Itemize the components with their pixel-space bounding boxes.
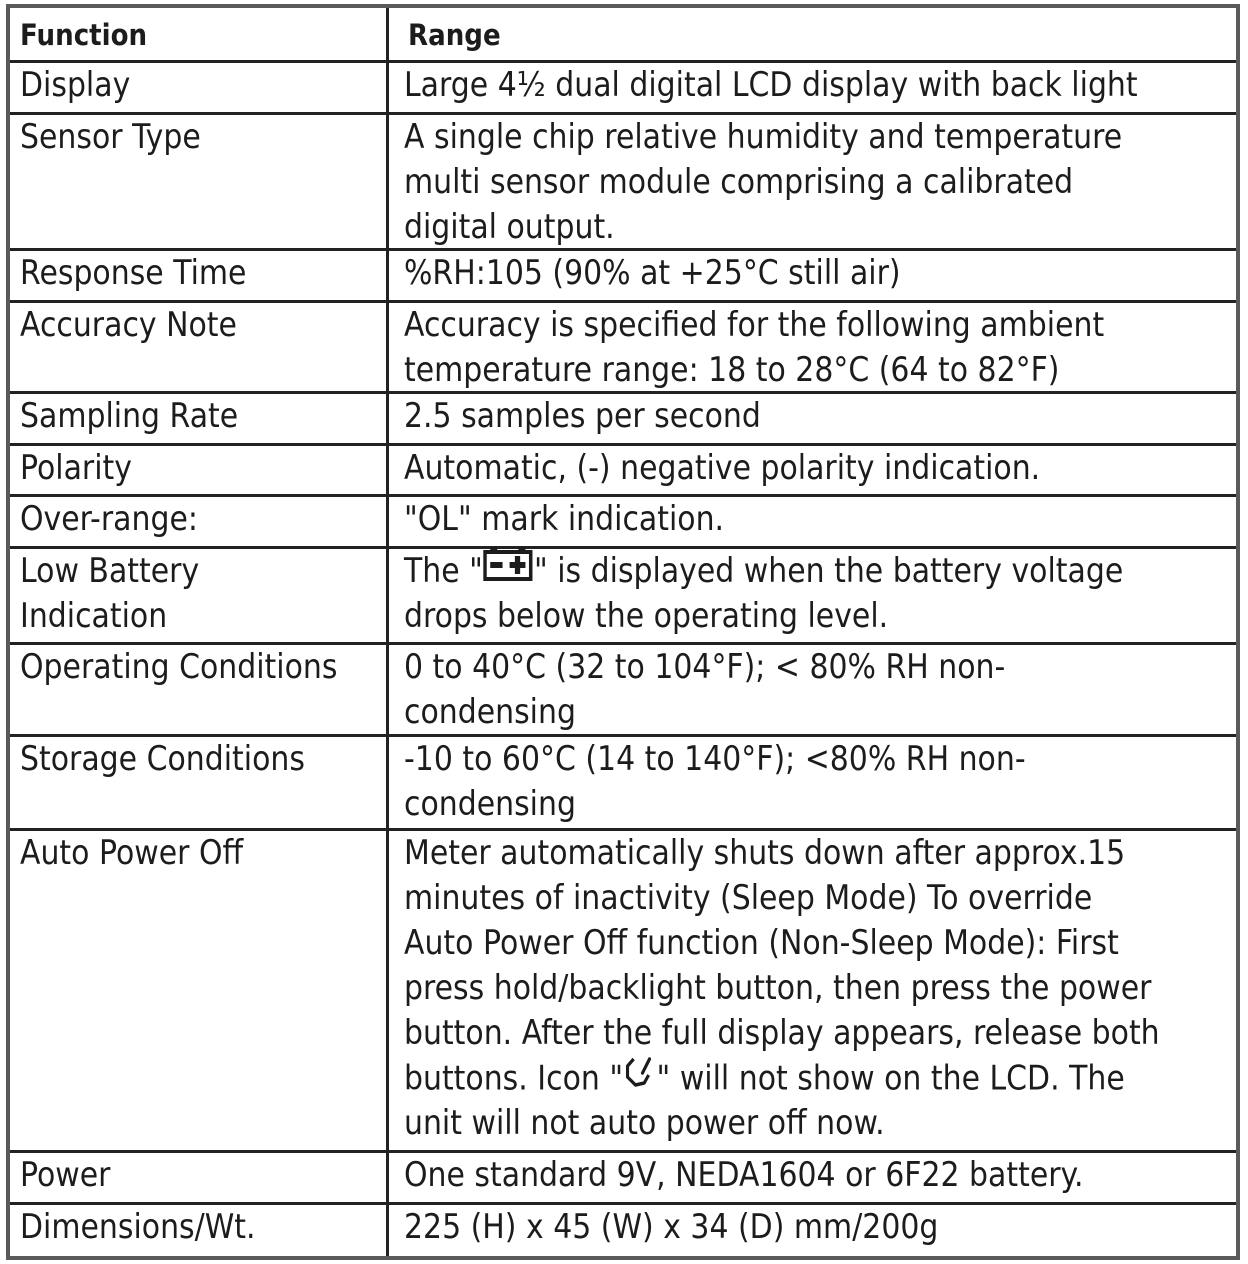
function-cell: Dimensions/Wt. <box>20 1207 256 1247</box>
table-row <box>10 1150 1236 1202</box>
function-cell-line: Low Battery <box>20 551 200 591</box>
table-row <box>10 494 1236 547</box>
table-row <box>10 248 1236 301</box>
range-cell-line: Auto Power Off function (Non-Sleep Mode): First <box>404 923 1119 963</box>
table-header-row <box>10 8 1236 62</box>
range-cell-line: minutes of inactivity (Sleep Mode) To override <box>404 878 1093 918</box>
range-cell-line: condensing <box>404 692 576 732</box>
range-cell-line: -10 to 60°C (14 to 140°F); <80% RH non- <box>404 739 1026 779</box>
function-cell: Display <box>20 65 131 105</box>
table-row <box>10 391 1236 444</box>
table-row <box>10 546 1236 643</box>
range-cell-line: 0 to 40°C (32 to 104°F); < 80% RH non- <box>404 647 1006 687</box>
table-row <box>10 734 1236 829</box>
range-cell: 225 (H) x 45 (W) x 34 (D) mm/200g <box>404 1207 939 1247</box>
function-cell: Power <box>20 1155 111 1195</box>
table-row <box>10 443 1236 496</box>
function-cell: Auto Power Off <box>20 833 244 873</box>
range-cell-line <box>404 549 1134 594</box>
function-cell: Response Time <box>20 253 247 293</box>
range-cell: %RH:105 (90% at +25°C still air) <box>404 253 901 293</box>
function-cell: Storage Conditions <box>20 739 305 779</box>
range-cell-line: button. After the full display appears, release both <box>404 1013 1160 1053</box>
range-cell: One standard 9V, NEDA1604 or 6F22 battery. <box>404 1155 1084 1195</box>
battery-icon <box>483 547 534 593</box>
range-cell-line: A single chip relative humidity and temperature <box>404 117 1123 157</box>
range-cell-line: unit will not auto power off now. <box>404 1103 885 1143</box>
range-cell-line: press hold/backlight button, then press the power <box>404 968 1152 1008</box>
table-row <box>10 112 1236 249</box>
range-cell-line: condensing <box>404 784 576 824</box>
function-cell: Polarity <box>20 448 132 488</box>
table-row <box>10 828 1236 1151</box>
function-cell: Operating Conditions <box>20 647 338 687</box>
range-text: The " <box>404 551 483 591</box>
column-divider <box>386 8 389 1256</box>
range-text: " is displayed when the battery voltage <box>533 551 1124 591</box>
table-row <box>10 642 1236 735</box>
table-row <box>10 1202 1236 1256</box>
function-cell: Sensor Type <box>20 117 201 157</box>
specifications-table <box>6 4 1240 1260</box>
header-range: Range <box>408 18 501 52</box>
function-cell: Accuracy Note <box>20 305 237 345</box>
table-row <box>10 60 1236 113</box>
range-cell: "OL" mark indication. <box>404 499 725 539</box>
range-cell-line: multi sensor module comprising a calibrated <box>404 162 1074 202</box>
range-cell-line: Accuracy is specified for the following ambient <box>404 305 1105 345</box>
range-cell: 2.5 samples per second <box>404 396 761 436</box>
range-text: buttons. Icon " <box>404 1058 624 1099</box>
table-row <box>10 300 1236 392</box>
range-cell: Automatic, (-) negative polarity indication. <box>404 448 1041 488</box>
range-cell-line: temperature range: 18 to 28°C (64 to 82°F) <box>404 350 1060 390</box>
header-function: Function <box>20 18 148 52</box>
function-cell: Sampling Rate <box>20 396 239 436</box>
range-cell-line: drops below the operating level. <box>404 596 889 636</box>
range-text: " will not show on the LCD. The <box>656 1058 1125 1099</box>
function-cell-line: Indication <box>20 596 168 636</box>
auto-power-off-icon <box>623 1053 656 1101</box>
range-cell: Large 4½ dual digital LCD display with back light <box>404 65 1138 105</box>
range-cell-line: digital output. <box>404 207 615 247</box>
range-cell-line: Meter automatically shuts down after approx.15 <box>404 833 1126 873</box>
range-cell-line <box>404 1056 1134 1101</box>
function-cell: Over-range: <box>20 499 198 539</box>
